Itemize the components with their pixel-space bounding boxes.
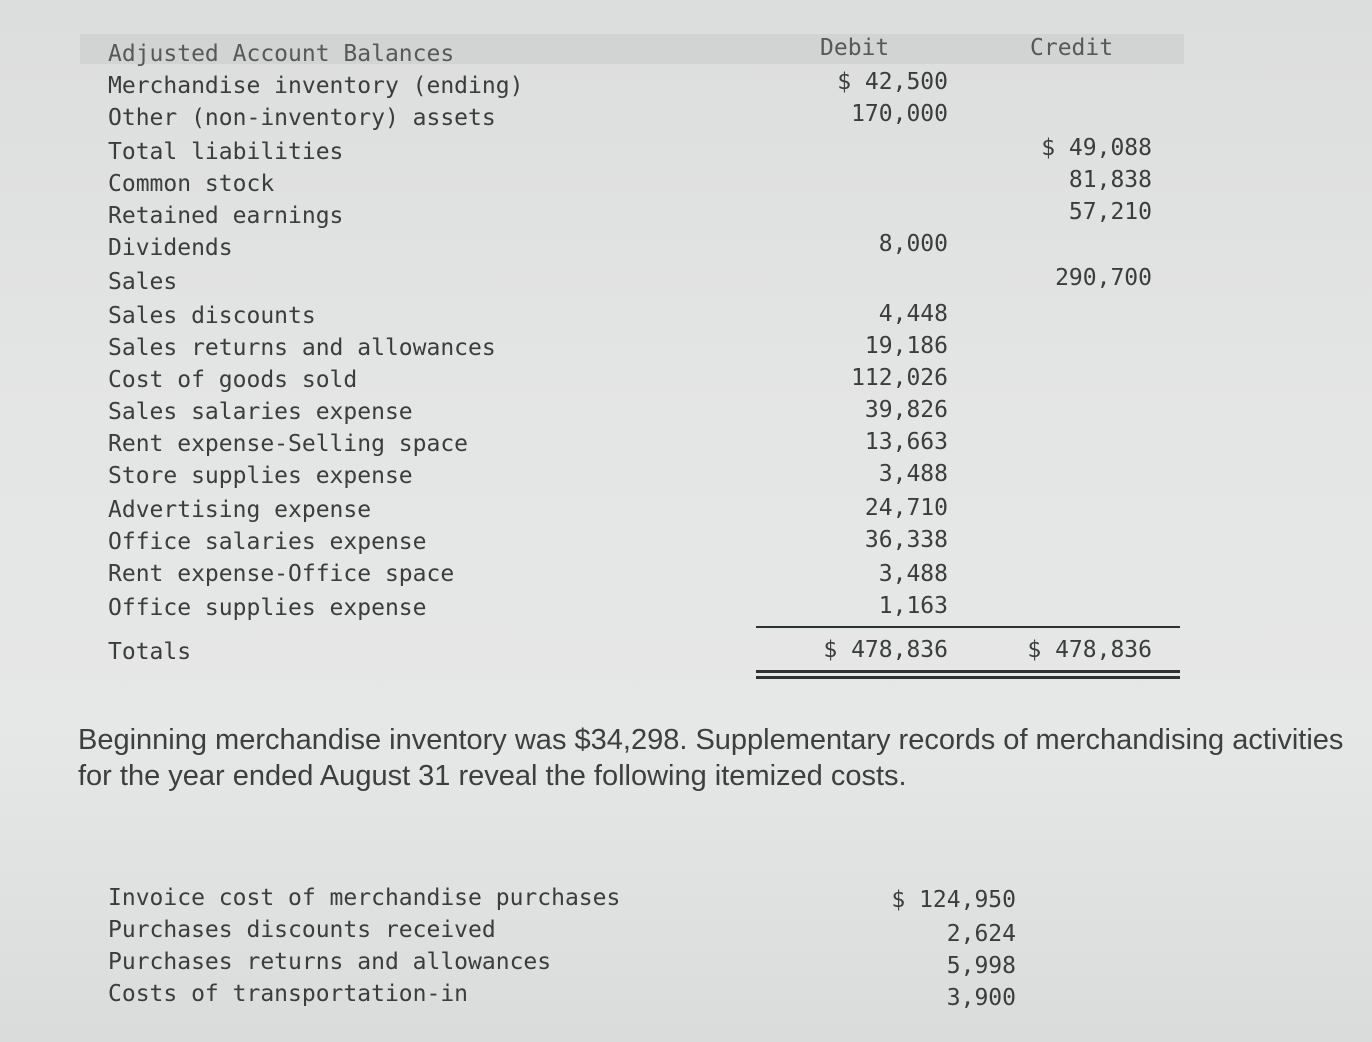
double-rule-top: [756, 670, 1180, 673]
debit-amount: 19,186: [864, 333, 948, 359]
debit-amount: $ 42,500: [837, 69, 948, 95]
debit-amount: 3,488: [878, 461, 948, 487]
debit-amount: 36,338: [864, 527, 948, 553]
account-name: Sales discounts: [108, 303, 316, 329]
debit-amount: 3,488: [878, 561, 948, 587]
credit-column-header: Credit: [1030, 35, 1114, 61]
double-rule-bottom: [756, 676, 1180, 679]
account-name: Rent expense-Selling space: [108, 431, 469, 457]
account-name: Dividends: [108, 235, 233, 261]
account-name: Merchandise inventory (ending): [108, 73, 524, 99]
cost-amount: 2,624: [946, 921, 1016, 947]
debit-amount: 170,000: [851, 101, 948, 127]
problem-paragraph: Beginning merchandise inventory was $34,298. Supplementary records of merchandising activities for the year ended August 31 reveal the following itemized costs.: [78, 724, 1344, 792]
account-name: Cost of goods sold: [108, 367, 358, 393]
cost-label: Purchases discounts received: [108, 917, 496, 943]
cost-label: Costs of transportation-in: [108, 981, 469, 1007]
cost-label: Invoice cost of merchandise purchases: [108, 885, 621, 911]
account-name: Store supplies expense: [108, 463, 413, 489]
debit-amount: 8,000: [878, 231, 948, 257]
debit-amount: 24,710: [864, 495, 948, 521]
debit-amount: 112,026: [851, 365, 948, 391]
account-name: Advertising expense: [108, 497, 372, 523]
debit-amount: 1,163: [878, 593, 948, 619]
credit-amount: 290,700: [1055, 265, 1152, 291]
credit-amount: $ 49,088: [1041, 135, 1152, 161]
debit-column-header: Debit: [820, 35, 890, 61]
debit-amount: 13,663: [864, 429, 948, 455]
cost-amount: 5,998: [946, 953, 1016, 979]
account-name: Total liabilities: [108, 139, 344, 165]
totals-label: Totals: [108, 639, 192, 665]
account-name: Rent expense-Office space: [108, 561, 455, 587]
cost-amount: 3,900: [946, 985, 1016, 1011]
account-name: Sales returns and allowances: [108, 335, 496, 361]
account-name: Office salaries expense: [108, 529, 427, 555]
credit-amount: 57,210: [1068, 199, 1152, 225]
account-name: Sales salaries expense: [108, 399, 413, 425]
debit-amount: 39,826: [864, 397, 948, 423]
account-name: Office supplies expense: [108, 595, 427, 621]
account-name: Common stock: [108, 171, 275, 197]
cost-amount: $ 124,950: [891, 887, 1016, 913]
table-title: Adjusted Account Balances: [108, 41, 455, 67]
total-debit: $ 478,836: [823, 637, 948, 663]
subtotal-rule: [756, 626, 1180, 628]
cost-label: Purchases returns and allowances: [108, 949, 552, 975]
total-credit: $ 478,836: [1027, 637, 1152, 663]
account-name: Retained earnings: [108, 203, 344, 229]
credit-amount: 81,838: [1068, 167, 1152, 193]
account-name: Other (non-inventory) assets: [108, 105, 496, 131]
debit-amount: 4,448: [878, 301, 948, 327]
account-name: Sales: [108, 269, 178, 295]
